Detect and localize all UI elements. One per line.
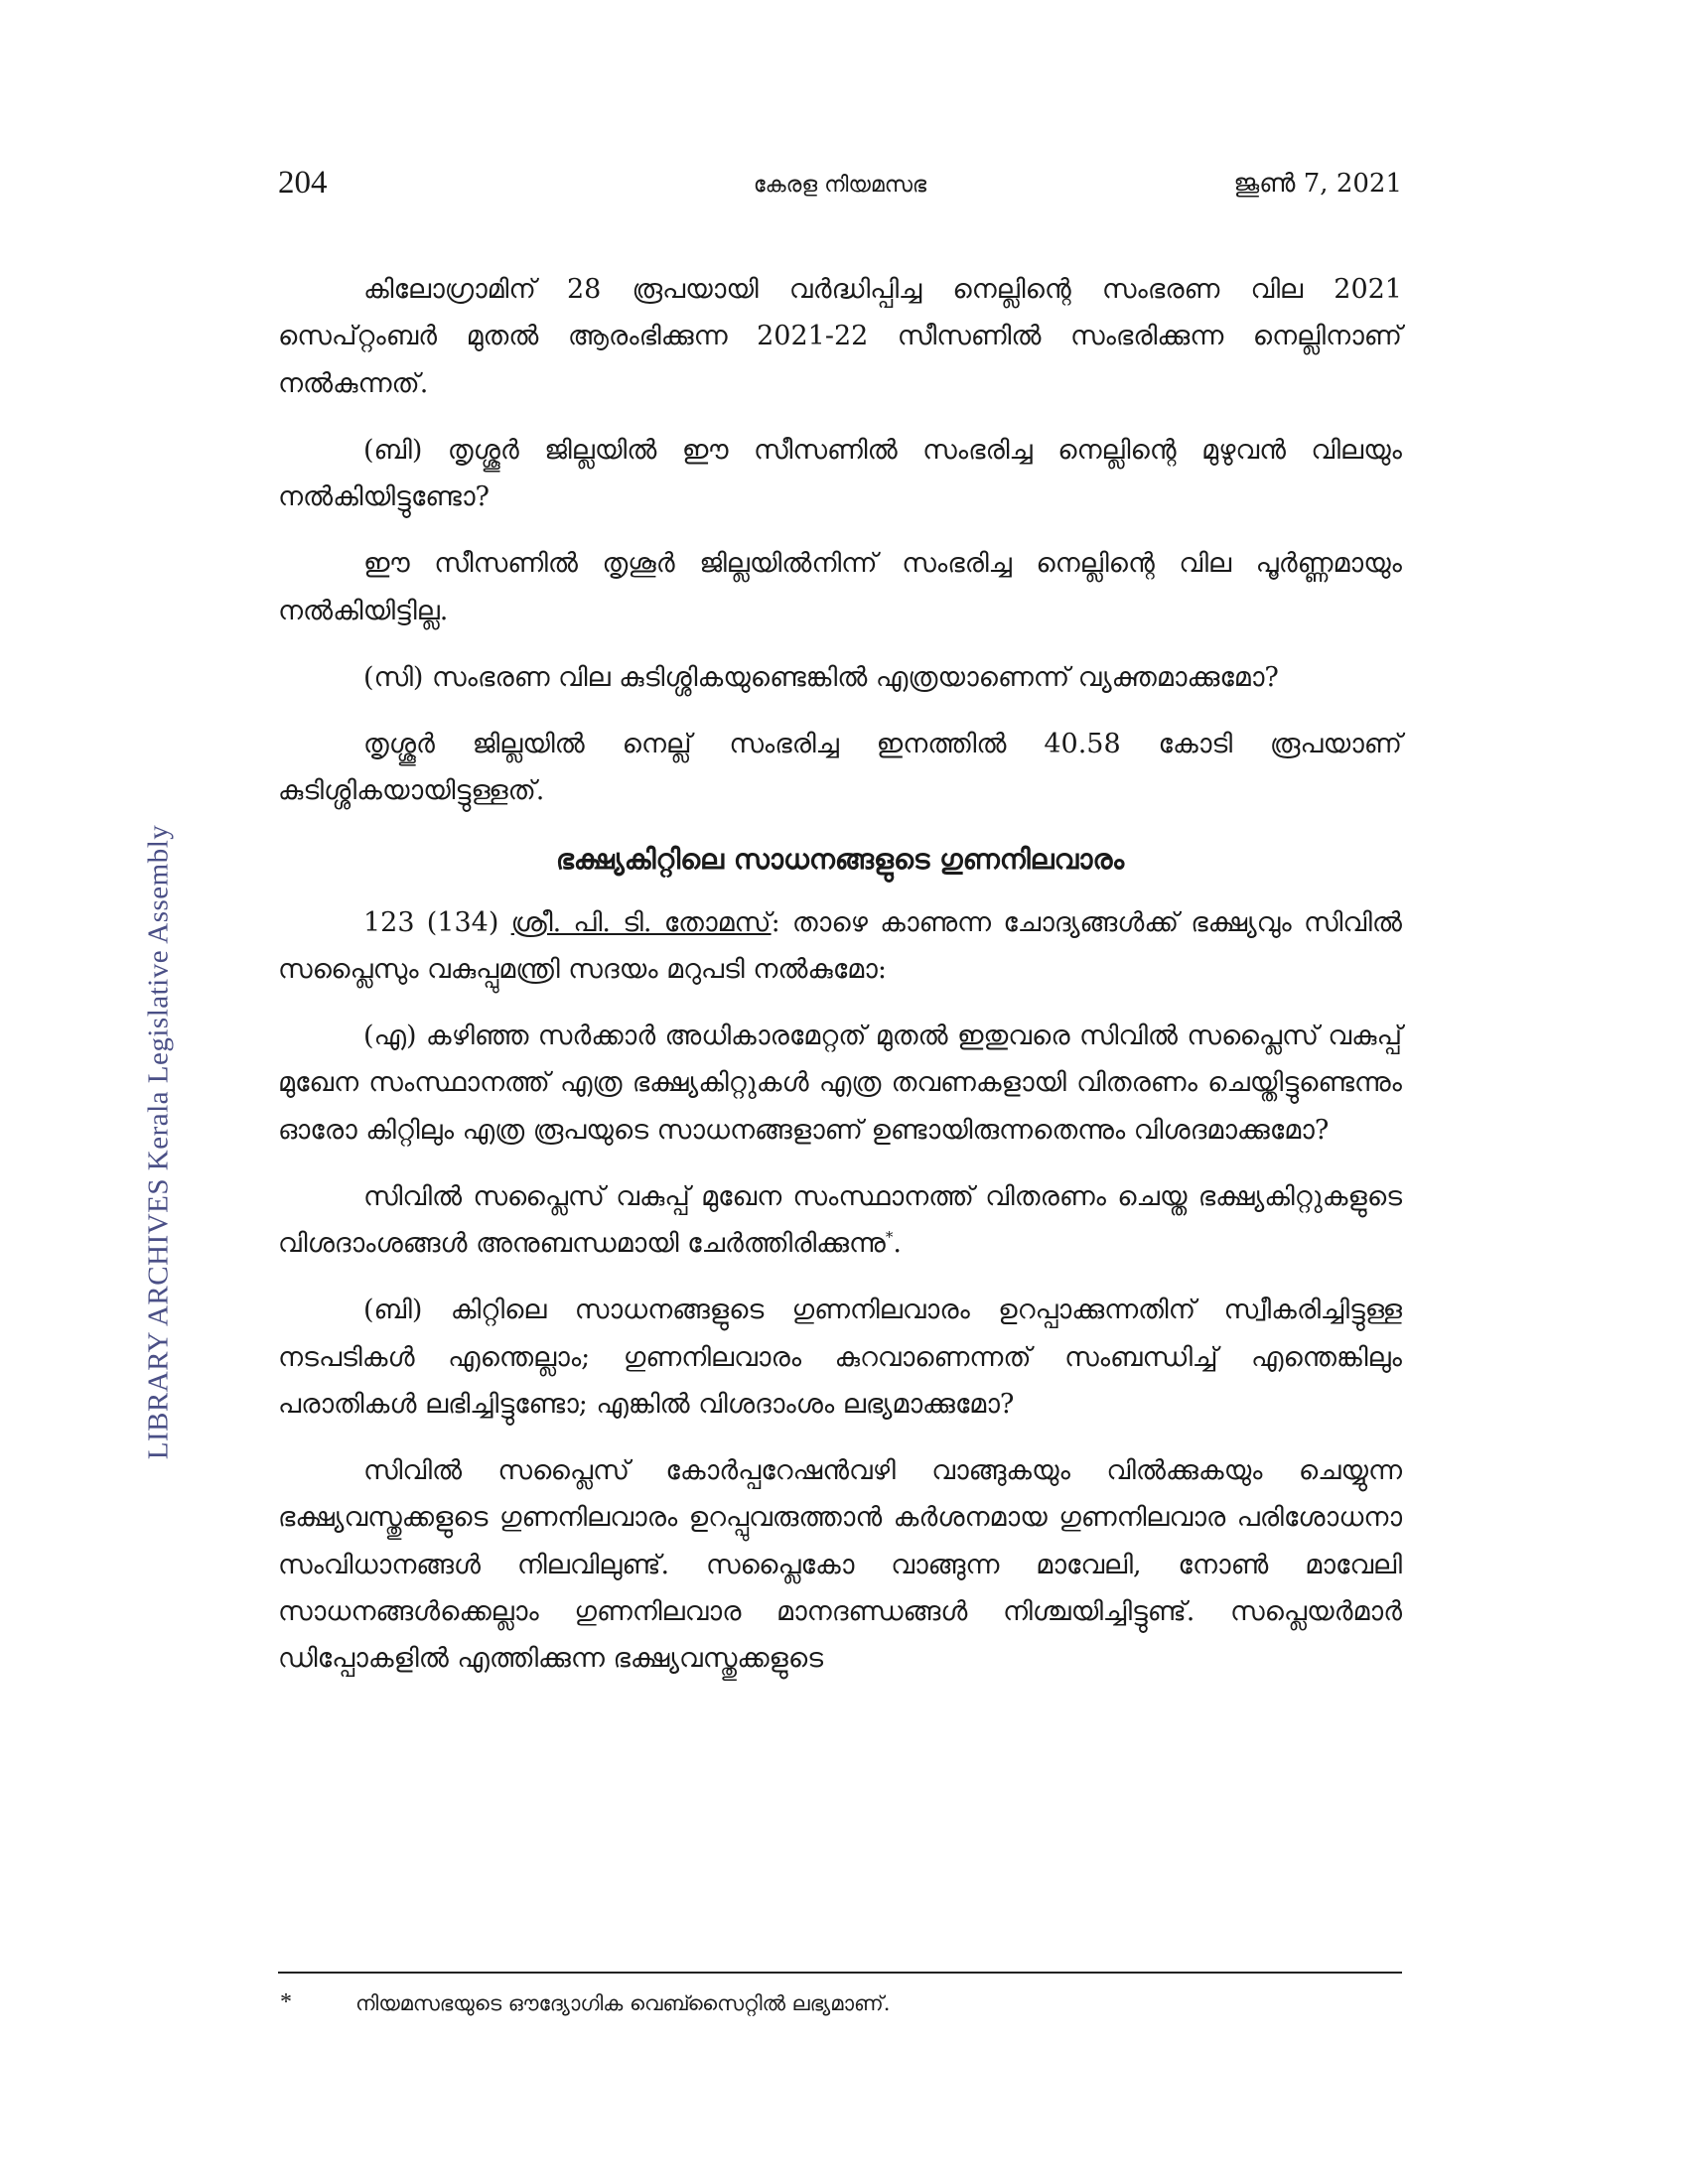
answer-paragraph [278,1173,1402,1268]
watermark-text: LIBRARY ARCHIVES Kerala Legislative Assembly [142,824,175,1459]
member-name: ശ്രീ. പി. ടി. തോമസ് [510,906,772,938]
page-number: 204 [278,165,328,201]
footnote-text: നിയമസഭയുടെ ഔദ്യോഗിക വെബ്സൈറ്റിൽ ലഭ്യമാണ്. [355,1991,891,2015]
question-b: (ബി) തൃശ്ശൂർ ജില്ലയിൽ ഈ സീസണിൽ സംഭരിച്ച നെല്ലിന്റെ മുഴുവൻ വിലയും നൽകിയിട്ടുണ്ടോ? [278,434,1402,512]
header-date: ജൂൺ 7, 2021 [1233,169,1402,199]
answer-paragraph: കിലോഗ്രാമിന് 28 രൂപയായി വർദ്ധിപ്പിച്ച നെല്ലിന്റെ സംഭരണ വില 2021 സെപ്റ്റംബർ മുതൽ ആരംഭിക്കുന്ന 2021-22 സീസണിൽ സംഭരിക്കുന്ന നെല്ലിനാണ് നൽകുന്നത്. [278,274,1402,399]
answer-paragraph: ഈ സീസണിൽ തൃശൂർ ജില്ലയിൽനിന്ന് സംഭരിച്ച നെല്ലിന്റെ വില പൂർണ്ണമായും നൽകിയിട്ടില്ല. [278,548,1402,626]
question-c: (സി) സംഭരണ വില കുടിശ്ശികയുണ്ടെങ്കിൽ എത്രയാണെന്ന് വ്യക്തമാക്കുമോ? [363,661,1279,693]
answer-text: സിവിൽ സപ്ലൈസ് വകുപ്പ് മുഖേന സംസ്ഥാനത്ത് വിതരണം ചെയ്ത ഭക്ഷ്യകിറ്റുകളുടെ വിശദാംശങ്ങൾ അനുബന്ധമായി ചേർത്തിരിക്കുന്നു [278,1180,1402,1259]
page-body [278,266,1402,1702]
answer-paragraph: സിവിൽ സപ്ലൈസ് കോർപ്പറേഷൻവഴി വാങ്ങുകയും വിൽക്കുകയും ചെയ്യുന്ന ഭക്ഷ്യവസ്തുക്കളുടെ ഗുണനിലവാരം ഉറപ്പുവരുത്താൻ കർശനമായ ഗുണനിലവാര പരിശോധനാ സംവിധാനങ്ങൾ നിലവിലുണ്ട്. സപ്ലൈകോ വാങ്ങുന്ന മാവേലി, നോൺ മാവേലി സാധനങ്ങൾക്കെല്ലാം ഗുണനിലവാര മാനദണ്ഡങ്ങൾ നിശ്ചയിച്ചിട്ടുണ്ട്. സപ്ലെയർമാർ ഡിപ്പോകളിൽ എത്തിക്കുന്ന ഭക്ഷ്യവസ്തുക്കളുടെ [278,1455,1402,1674]
section-heading: ഭക്ഷ്യകിറ്റിലെ സാധനങ്ങളുടെ ഗുണനിലവാരം [555,842,1125,876]
footnote-divider [278,1972,1402,1974]
question-intro-text: : താഴെ കാണുന്ന ചോദ്യങ്ങൾക്ക് ഭക്ഷ്യവും സിവിൽ സപ്ലൈസും വകുപ്പുമന്ത്രി സദയം മറുപടി നൽകുമോ: [278,906,1402,985]
question-a: (എ) കഴിഞ്ഞ സർക്കാർ അധികാരമേറ്റത് മുതൽ ഇതുവരെ സിവിൽ സപ്ലൈസ് വകുപ്പ് മുഖേന സംസ്ഥാനത്ത് എത്ര ഭക്ഷ്യകിറ്റുകൾ എത്ര തവണകളായി വിതരണം ചെയ്തിട്ടുണ്ടെന്നും ഓരോ കിറ്റിലും എത്ര രൂപയുടെ സാധനങ്ങളാണ് ഉണ്ടായിരുന്നതെന്നും വിശദമാക്കുമോ? [278,1021,1402,1146]
question-b2: (ബി) കിറ്റിലെ സാധനങ്ങളുടെ ഗുണനിലവാരം ഉറപ്പാക്കുന്നതിന് സ്വീകരിച്ചിട്ടുള്ള നടപടികൾ എന്തെല്ലാം; ഗുണനിലവാരം കുറവാണെന്നത് സംബന്ധിച്ച് എന്തെങ്കിലും പരാതികൾ ലഭിച്ചിട്ടുണ്ടോ; എങ്കിൽ വിശദാംശം ലഭ്യമാക്കുമോ? [278,1295,1402,1420]
archive-watermark [139,735,179,1549]
running-title: കേരള നിയമസഭ [753,173,927,198]
answer-paragraph: തൃശ്ശൂർ ജില്ലയിൽ നെല്ല് സംഭരിച്ച ഇനത്തിൽ 40.58 കോടി രൂപയാണ് കുടിശ്ശികയായിട്ടുള്ളത്. [278,729,1402,807]
footnote-marker: * [280,1989,292,2015]
sentence-end: . [893,1228,902,1259]
footnote-reference: * [885,1228,894,1246]
question-intro [278,899,1402,994]
question-number: 123 (134) [363,906,499,938]
page-header [278,165,1402,208]
